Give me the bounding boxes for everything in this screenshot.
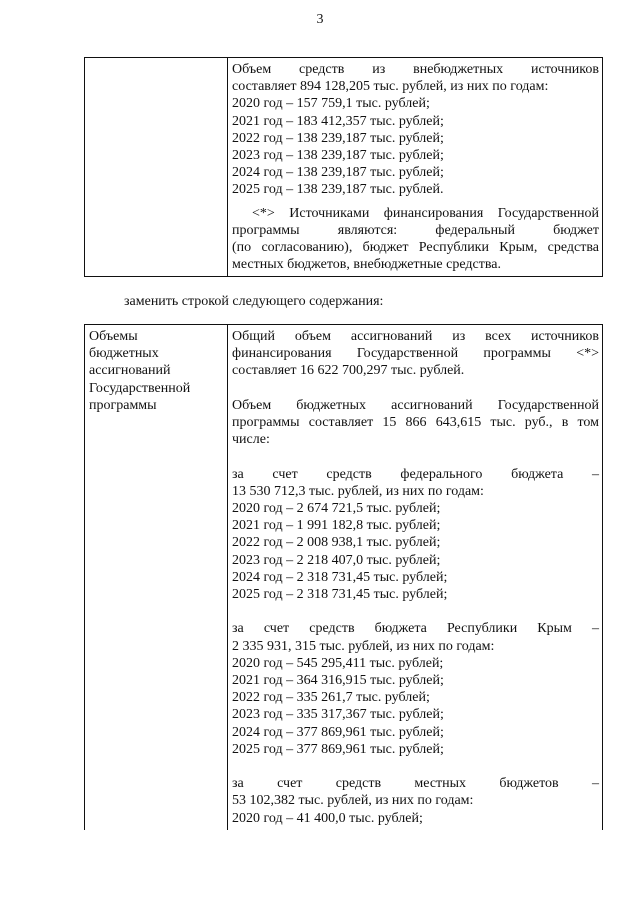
- text-line: 13 530 712,3 тыс. рублей, из них по годам:: [232, 483, 484, 499]
- year-line: 2022 год – 2 008 938,1 тыс. рублей;: [232, 535, 441, 551]
- year-line: 2025 год – 138 239,187 тыс. рублей.: [232, 182, 444, 198]
- year-line: 2020 год – 2 674 721,5 тыс. рублей;: [232, 501, 441, 516]
- label-line: Объемы: [89, 329, 138, 344]
- label-cell: [85, 325, 228, 830]
- text-line: программы составляет 15 866 643,615 тыс. руб., в том: [232, 415, 599, 430]
- year-line: 2020 год – 41 400,0 тыс. рублей;: [232, 810, 423, 826]
- footnote-line: <*> Источниками финансирования Государственной: [252, 205, 599, 221]
- year-line: 2024 год – 2 318 731,45 тыс. рублей;: [232, 569, 448, 585]
- label-line: Государственной: [89, 380, 191, 396]
- text-line: Объем бюджетных ассигнований Государственной: [232, 397, 599, 413]
- previous-budget-table: [84, 57, 603, 277]
- year-line: 2024 год – 377 869,961 тыс. рублей;: [232, 724, 444, 740]
- table-row: [85, 325, 603, 830]
- year-line: 2021 год – 183 412,357 тыс. рублей;: [232, 113, 444, 129]
- text-line: числе:: [232, 432, 270, 448]
- text-line: 2 335 931, 315 тыс. рублей, из них по годам:: [232, 638, 495, 654]
- year-line: 2023 год – 138 239,187 тыс. рублей;: [232, 148, 444, 164]
- label-line: бюджетных: [89, 346, 159, 362]
- table-row: [85, 58, 603, 277]
- text-line: Общий объем ассигнований из всех источников: [232, 329, 599, 344]
- text-line: составляет 16 622 700,297 тыс. рублей.: [232, 363, 465, 379]
- year-line: 2025 год – 377 869,961 тыс. рублей;: [232, 741, 444, 757]
- text-line: за счет средств федерального бюджета –: [232, 466, 599, 482]
- replace-instruction: заменить строкой следующего содержания:: [124, 294, 384, 309]
- label-line: программы: [89, 397, 157, 413]
- page-number: 3: [316, 12, 324, 27]
- new-budget-table: [84, 324, 603, 830]
- text-line: за счет средств местных бюджетов –: [232, 776, 599, 792]
- content-cell: [228, 58, 603, 277]
- text-line: финансирования Государственной программы <*>: [232, 346, 599, 362]
- year-line: 2021 год – 1 991 182,8 тыс. рублей;: [232, 518, 441, 534]
- year-line: 2020 год – 545 295,411 тыс. рублей;: [232, 655, 444, 671]
- footnote-line: местных бюджетов, внебюджетные средства.: [232, 257, 501, 273]
- year-line: 2022 год – 335 261,7 тыс. рублей;: [232, 690, 430, 706]
- label-line: ассигнований: [89, 363, 171, 379]
- footnote-line: (по согласованию), бюджет Республики Крым, средства: [232, 240, 599, 256]
- year-line: 2023 год – 335 317,367 тыс. рублей;: [232, 707, 444, 723]
- year-line: 2023 год – 2 218 407,0 тыс. рублей;: [232, 552, 441, 568]
- year-line: 2022 год – 138 239,187 тыс. рублей;: [232, 130, 444, 146]
- text-line: Объем средств из внебюджетных источников: [232, 62, 599, 77]
- year-line: 2025 год – 2 318 731,45 тыс. рублей;: [232, 587, 448, 603]
- footnote-line: программы являются: федеральный бюджет: [232, 222, 599, 238]
- text-line: 53 102,382 тыс. рублей, из них по годам:: [232, 793, 474, 809]
- year-line: 2020 год – 157 759,1 тыс. рублей;: [232, 96, 430, 112]
- text-line: составляет 894 128,205 тыс. рублей, из них по годам:: [232, 79, 549, 95]
- year-line: 2021 год – 364 316,915 тыс. рублей;: [232, 673, 444, 689]
- label-cell: [85, 58, 228, 277]
- content-cell: [228, 325, 603, 830]
- year-line: 2024 год – 138 239,187 тыс. рублей;: [232, 165, 444, 181]
- text-line: за счет средств бюджета Республики Крым –: [232, 621, 599, 637]
